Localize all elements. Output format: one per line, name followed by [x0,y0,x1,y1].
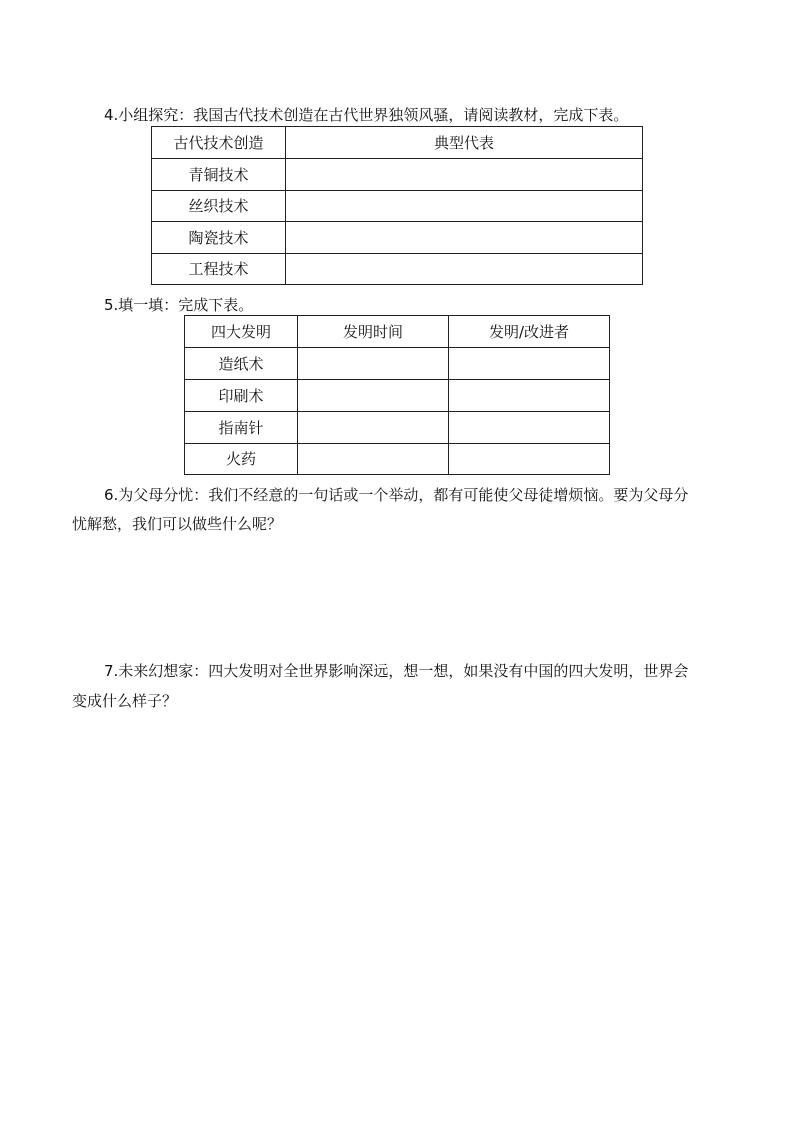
row-label: 造纸术 [185,348,298,380]
table-header-row [185,316,610,348]
header-cell: 古代技术创造 [152,127,286,159]
row-label: 指南针 [185,412,298,444]
answer-cell[interactable] [286,222,643,254]
question-5-prompt: 5.填一填：完成下表。 [104,296,254,314]
question-7-line-2: 变成什么样子？ [72,692,178,710]
answer-cell[interactable] [286,191,643,222]
four-inventions-table [184,315,610,475]
answer-cell[interactable] [449,348,610,380]
table-row [185,348,610,380]
header-cell: 发明时间 [298,316,449,348]
table-row [152,222,643,254]
question-6-line-2: 忧解愁，我们可以做些什么呢？ [72,515,283,533]
header-cell: 典型代表 [286,127,643,159]
header-cell: 发明/改进者 [449,316,610,348]
table-row [185,444,610,475]
row-label: 火药 [185,444,298,475]
answer-cell[interactable] [286,254,643,285]
answer-cell[interactable] [449,380,610,412]
table-row [152,191,643,222]
question-4-prompt: 4.小组探究：我国古代技术创造在古代世界独领风骚，请阅读教材，完成下表。 [104,106,629,124]
row-label: 印刷术 [185,380,298,412]
ancient-technology-table [151,126,643,285]
row-label: 丝织技术 [152,191,286,222]
question-7-answer-area[interactable] [72,720,722,1020]
table-row [152,159,643,191]
answer-cell[interactable] [298,444,449,475]
row-label: 青铜技术 [152,159,286,191]
table-row [152,254,643,285]
answer-cell[interactable] [449,444,610,475]
row-label: 陶瓷技术 [152,222,286,254]
header-cell: 四大发明 [185,316,298,348]
answer-cell[interactable] [298,380,449,412]
question-6-line-1: 6.为父母分忧：我们不经意的一句话或一个举动，都有可能使父母徒增烦恼。要为父母分 [104,486,689,504]
answer-cell[interactable] [449,412,610,444]
table-header-row [152,127,643,159]
table-row [185,380,610,412]
row-label: 工程技术 [152,254,286,285]
table-row [185,412,610,444]
question-7-line-1: 7.未来幻想家：四大发明对全世界影响深远，想一想，如果没有中国的四大发明，世界会 [104,662,689,680]
answer-cell[interactable] [286,159,643,191]
question-6-answer-area[interactable] [72,540,722,650]
answer-cell[interactable] [298,412,449,444]
answer-cell[interactable] [298,348,449,380]
